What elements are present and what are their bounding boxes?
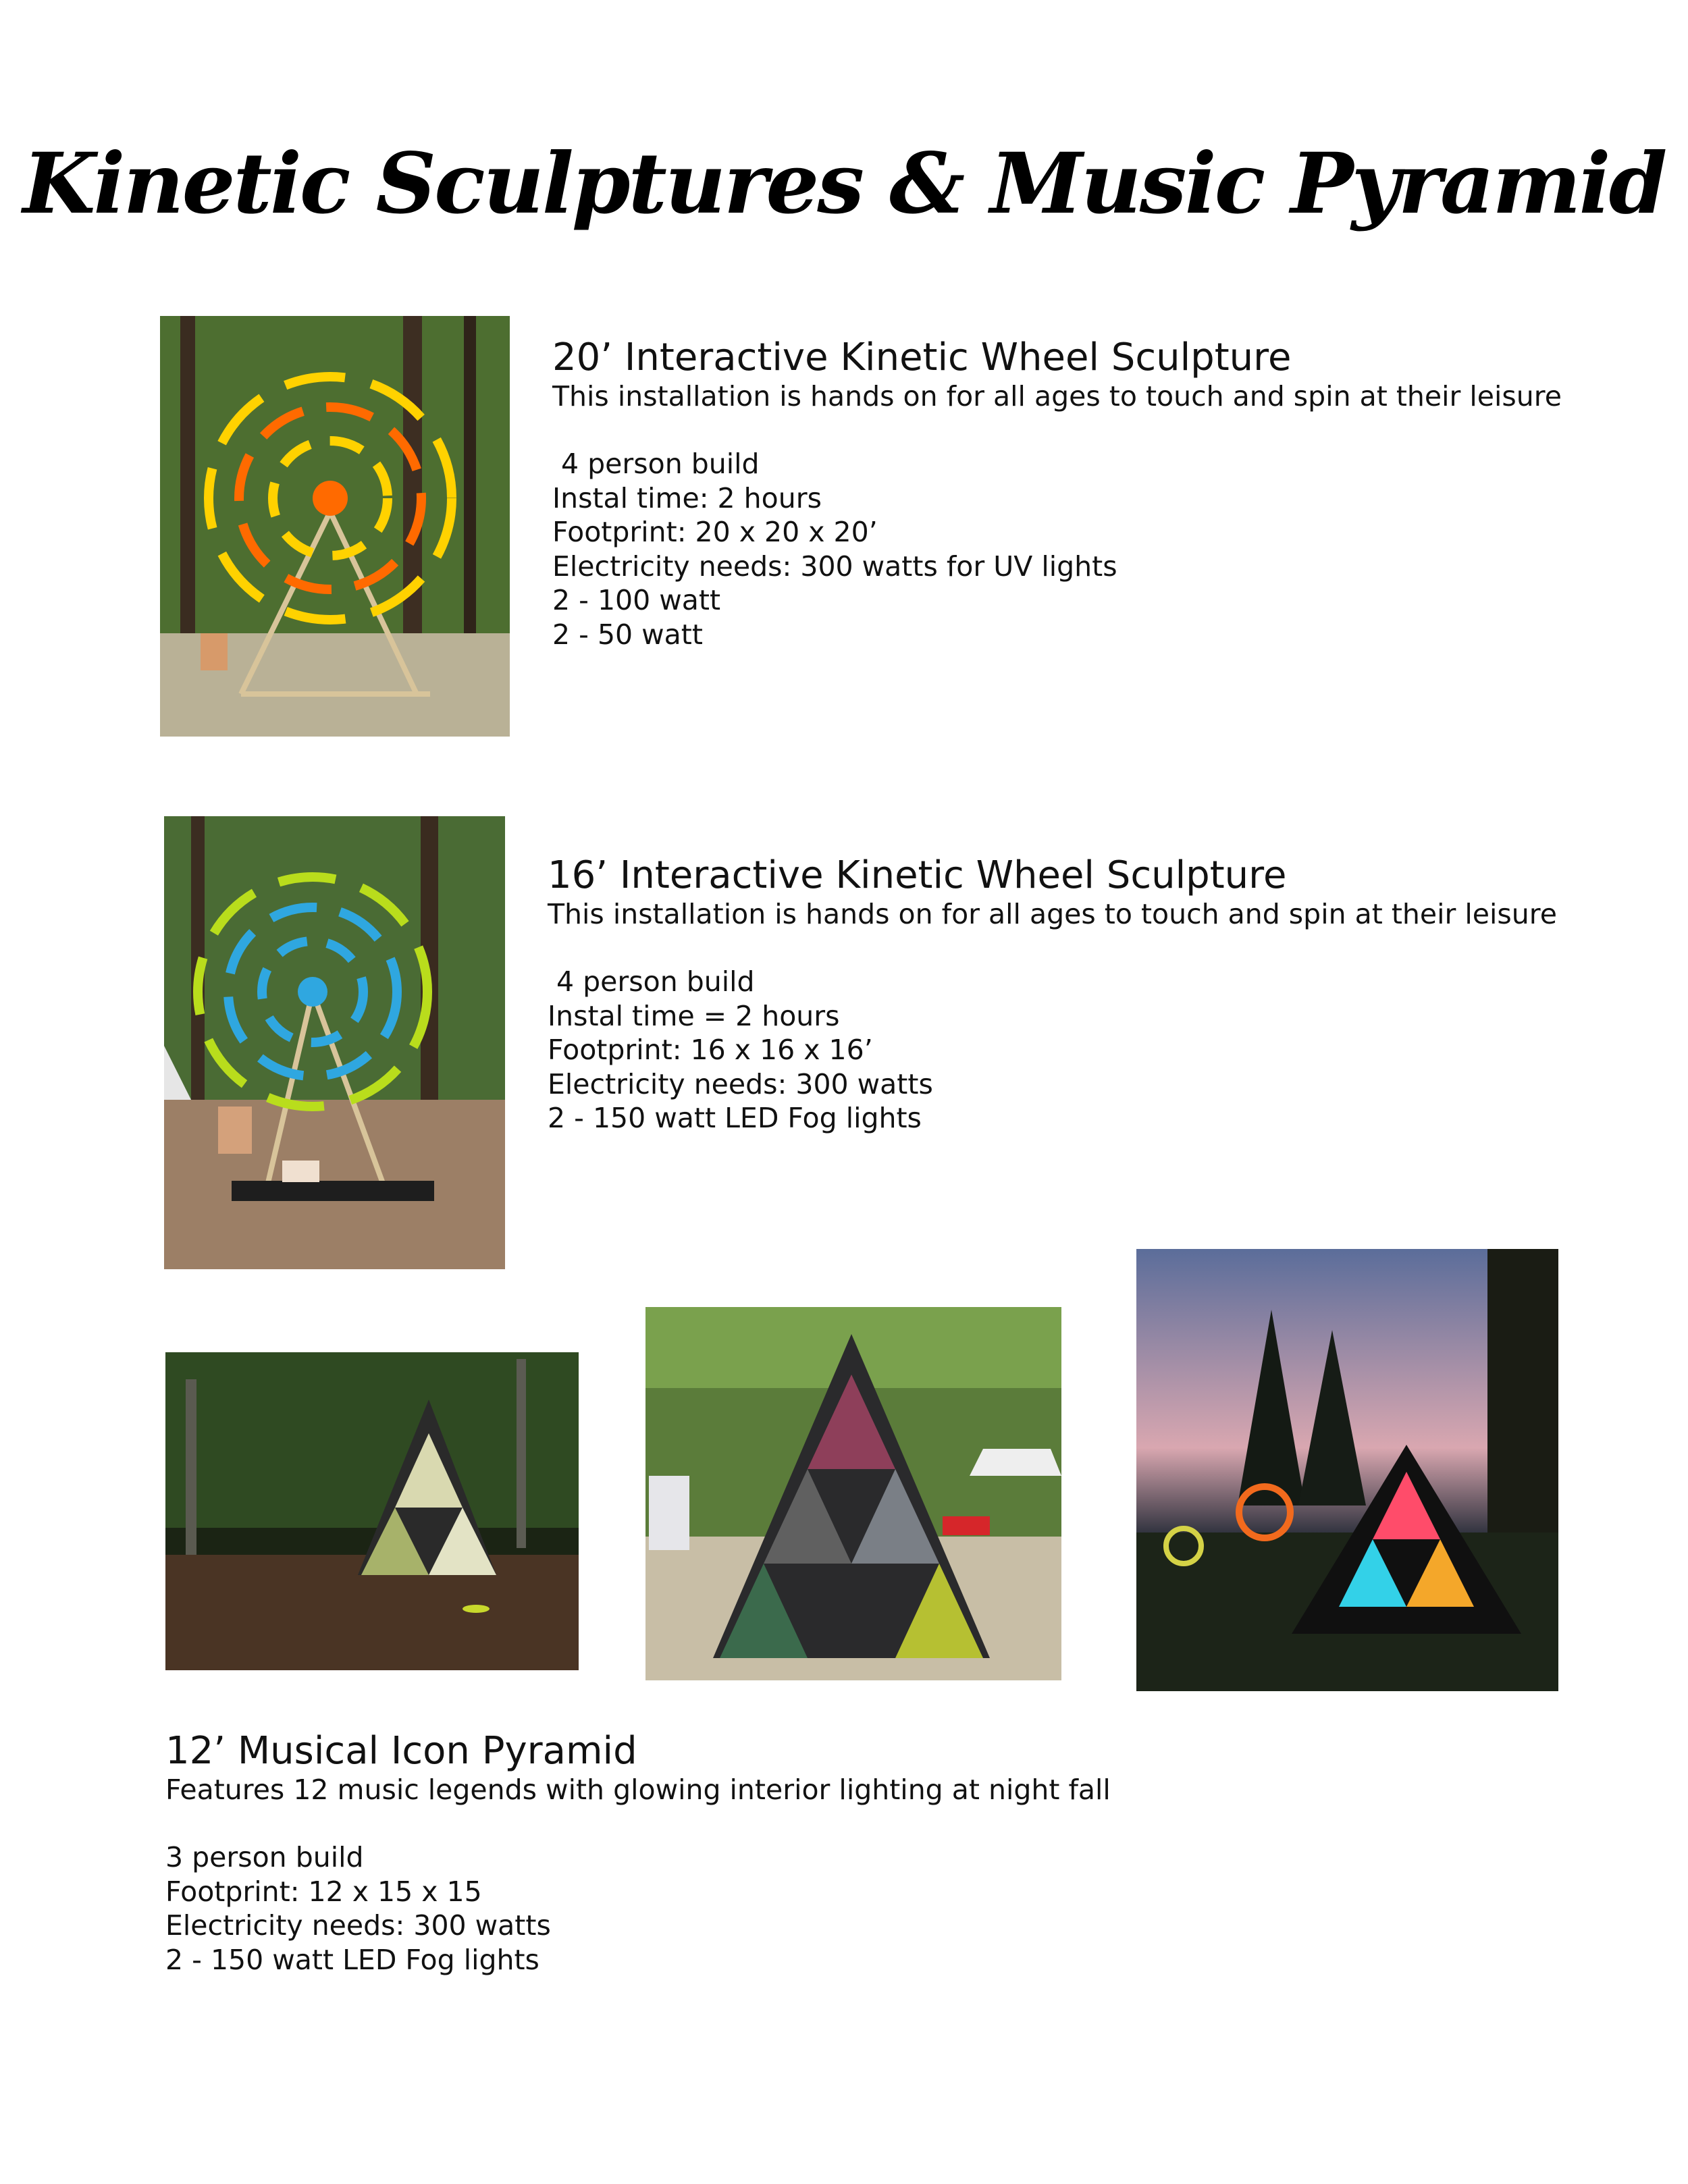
- detail-line: 4 person build: [552, 448, 760, 480]
- section-20ft-wheel: [552, 336, 1562, 651]
- photo-20ft-wheel: [160, 316, 510, 737]
- detail-line: Instal time = 2 hours: [548, 999, 840, 1032]
- detail-line: Electricity needs: 300 watts: [548, 1067, 933, 1100]
- detail-line: Instal time: 2 hours: [552, 481, 822, 514]
- photo-pyramid-dusk: [1136, 1249, 1558, 1691]
- detail-line: Electricity needs: 300 watts for UV lights: [552, 550, 1117, 583]
- detail-line: Footprint: 16 x 16 x 16’: [548, 1034, 873, 1066]
- detail-line: 4 person build: [548, 965, 755, 998]
- detail-line: 2 - 150 watt LED Fog lights: [548, 1102, 922, 1134]
- photo-pyramid-night: [165, 1352, 579, 1670]
- section-heading: 16’ Interactive Kinetic Wheel Sculpture: [548, 853, 1287, 897]
- detail-line: 2 - 100 watt: [552, 584, 721, 616]
- detail-line: 3 person build: [165, 1841, 364, 1873]
- section-description: This installation is hands on for all ages to touch and spin at their leisure: [552, 380, 1562, 412]
- detail-line: 2 - 50 watt: [552, 618, 703, 651]
- section-pyramid: [165, 1730, 1111, 1977]
- section-16ft-wheel: [548, 854, 1557, 1136]
- detail-line: Electricity needs: 300 watts: [165, 1909, 551, 1942]
- photo-pyramid-day: [645, 1307, 1061, 1680]
- detail-line: Footprint: 20 x 20 x 20’: [552, 516, 878, 548]
- section-description: Features 12 music legends with glowing interior lighting at night fall: [165, 1774, 1111, 1806]
- detail-line: 2 - 150 watt LED Fog lights: [165, 1943, 539, 1976]
- section-heading: 20’ Interactive Kinetic Wheel Sculpture: [552, 336, 1292, 379]
- detail-line: Footprint: 12 x 15 x 15: [165, 1875, 482, 1908]
- page-title: Kinetic Sculptures & Music Pyramid: [22, 135, 1666, 233]
- section-heading: 12’ Musical Icon Pyramid: [165, 1729, 637, 1773]
- section-description: This installation is hands on for all ages to touch and spin at their leisure: [548, 898, 1557, 930]
- photo-16ft-wheel: [164, 816, 505, 1269]
